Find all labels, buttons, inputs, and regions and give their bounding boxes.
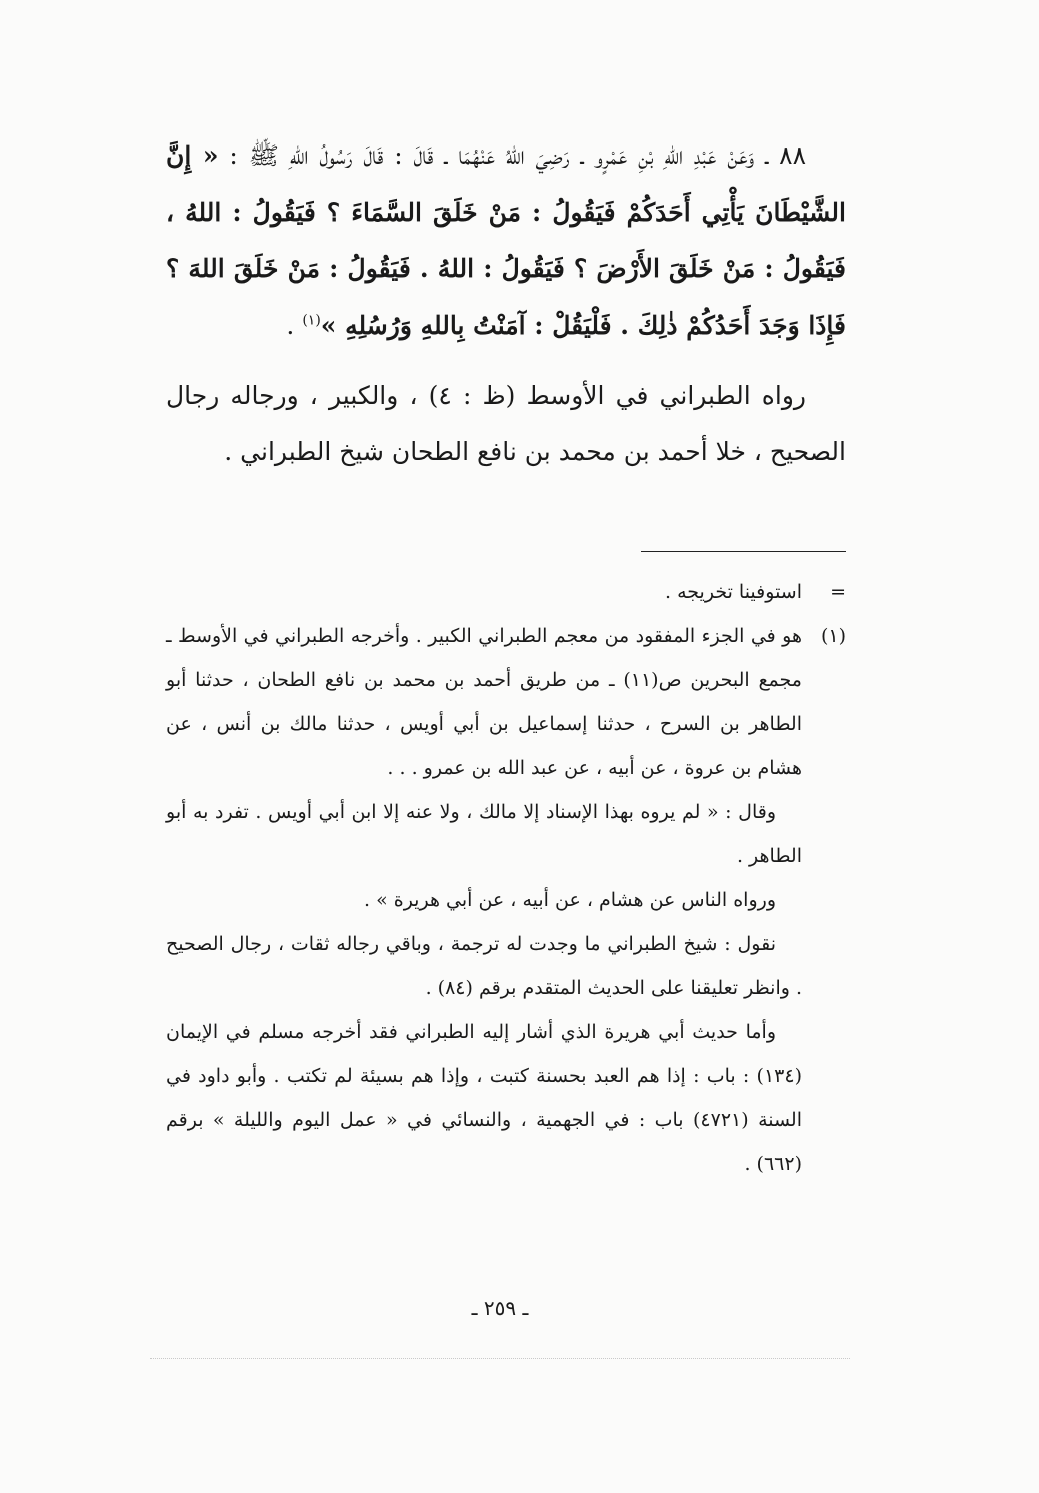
footnote-continuation <box>166 570 846 614</box>
footnote-paragraph-3: ورواه الناس عن هشام ، عن أبيه ، عن أبي هريرة » . <box>364 889 776 911</box>
footnote-1-text: هو في الجزء المفقود من معجم الطبراني الكبير . وأخرجه الطبراني في الأوسط ـ مجمع البحرين ص(١١) ـ من طريق أحمد بن محمد بن نافع الطحان ، حدثنا أبو الطاهر بن السرح ، حدثنا إسماعيل بن أبي أويس ، حدثنا مالك بن أنس ، عن هشام بن عروة ، عن أبيه ، عن عبد الله بن عمرو . . . <box>166 625 802 779</box>
footnote-reference: (١) <box>302 312 321 329</box>
scan-artifact-line <box>150 1358 850 1359</box>
main-text-block <box>166 128 846 480</box>
hadith-intro: ٨٨ ـ وَعَنْ عَبْدِ اللهِ بْنِ عَمْرٍو ـ رَضِيَ اللهُ عَنْهُمَا ـ قَالَ : قَالَ رَسُولُ اللهِ ﷺ : <box>218 141 806 170</box>
continuation-text: استوفينا تخريجه . <box>665 581 802 603</box>
footnotes-block <box>166 570 846 1186</box>
hadith-text <box>166 128 846 354</box>
footnote-paragraph-5: وأما حديث أبي هريرة الذي أشار إليه الطبراني فقد أخرجه مسلم في الإيمان (١٣٤) : باب : إذا هم العبد بحسنة كتبت ، وإذا هم بسيئة لم تكتب . وأبو داود في السنة (٤٧٢١) باب : في الجهمية ، والنسائي في « عمل اليوم والليلة » برقم (٦٦٢) . <box>166 1021 803 1175</box>
footnote-separator <box>641 551 846 552</box>
continuation-mark: = <box>830 581 846 603</box>
footnote-paragraph-2: وقال : « لم يروه بهذا الإسناد إلا مالك ، ولا عنه إلا ابن أبي أويس . تفرد به أبو الطاهر . <box>166 801 802 867</box>
hadith-end: . <box>286 310 303 340</box>
footnote-number: (١) <box>820 625 846 647</box>
footnote-paragraph-4: نقول : شيخ الطبراني ما وجدت له ترجمة ، وباقي رجاله ثقات ، رجال الصحيح . وانظر تعليقنا على الحديث المتقدم برقم (٨٤) . <box>166 933 802 999</box>
footnote-1 <box>166 614 846 790</box>
hadith-quote: « إِنَّ الشَّيْطَانَ يَأْتِي أَحَدَكُمْ فَيَقُولُ : مَنْ خَلَقَ السَّمَاءَ ؟ فَيَقُولُ : اللهُ ، فَيَقُولُ : مَنْ خَلَقَ الأَرْضَ ؟ فَيَقُولُ : اللهُ . فَيَقُولُ : مَنْ خَلَقَ اللهَ ؟ فَإِذَا وَجَدَ أَحَدُكُمْ ذٰلِكَ . فَلْيَقُلْ : آمَنْتُ بِاللهِ وَرُسُلِهِ » <box>166 141 846 340</box>
page-number: ـ ٢٥٩ ـ <box>471 1296 529 1320</box>
takhrij-text: رواه الطبراني في الأوسط (ظ : ٤) ، والكبير ، ورجاله رجال الصحيح ، خلا أحمد بن محمد بن نافع الطحان شيخ الطبراني . <box>166 381 846 466</box>
